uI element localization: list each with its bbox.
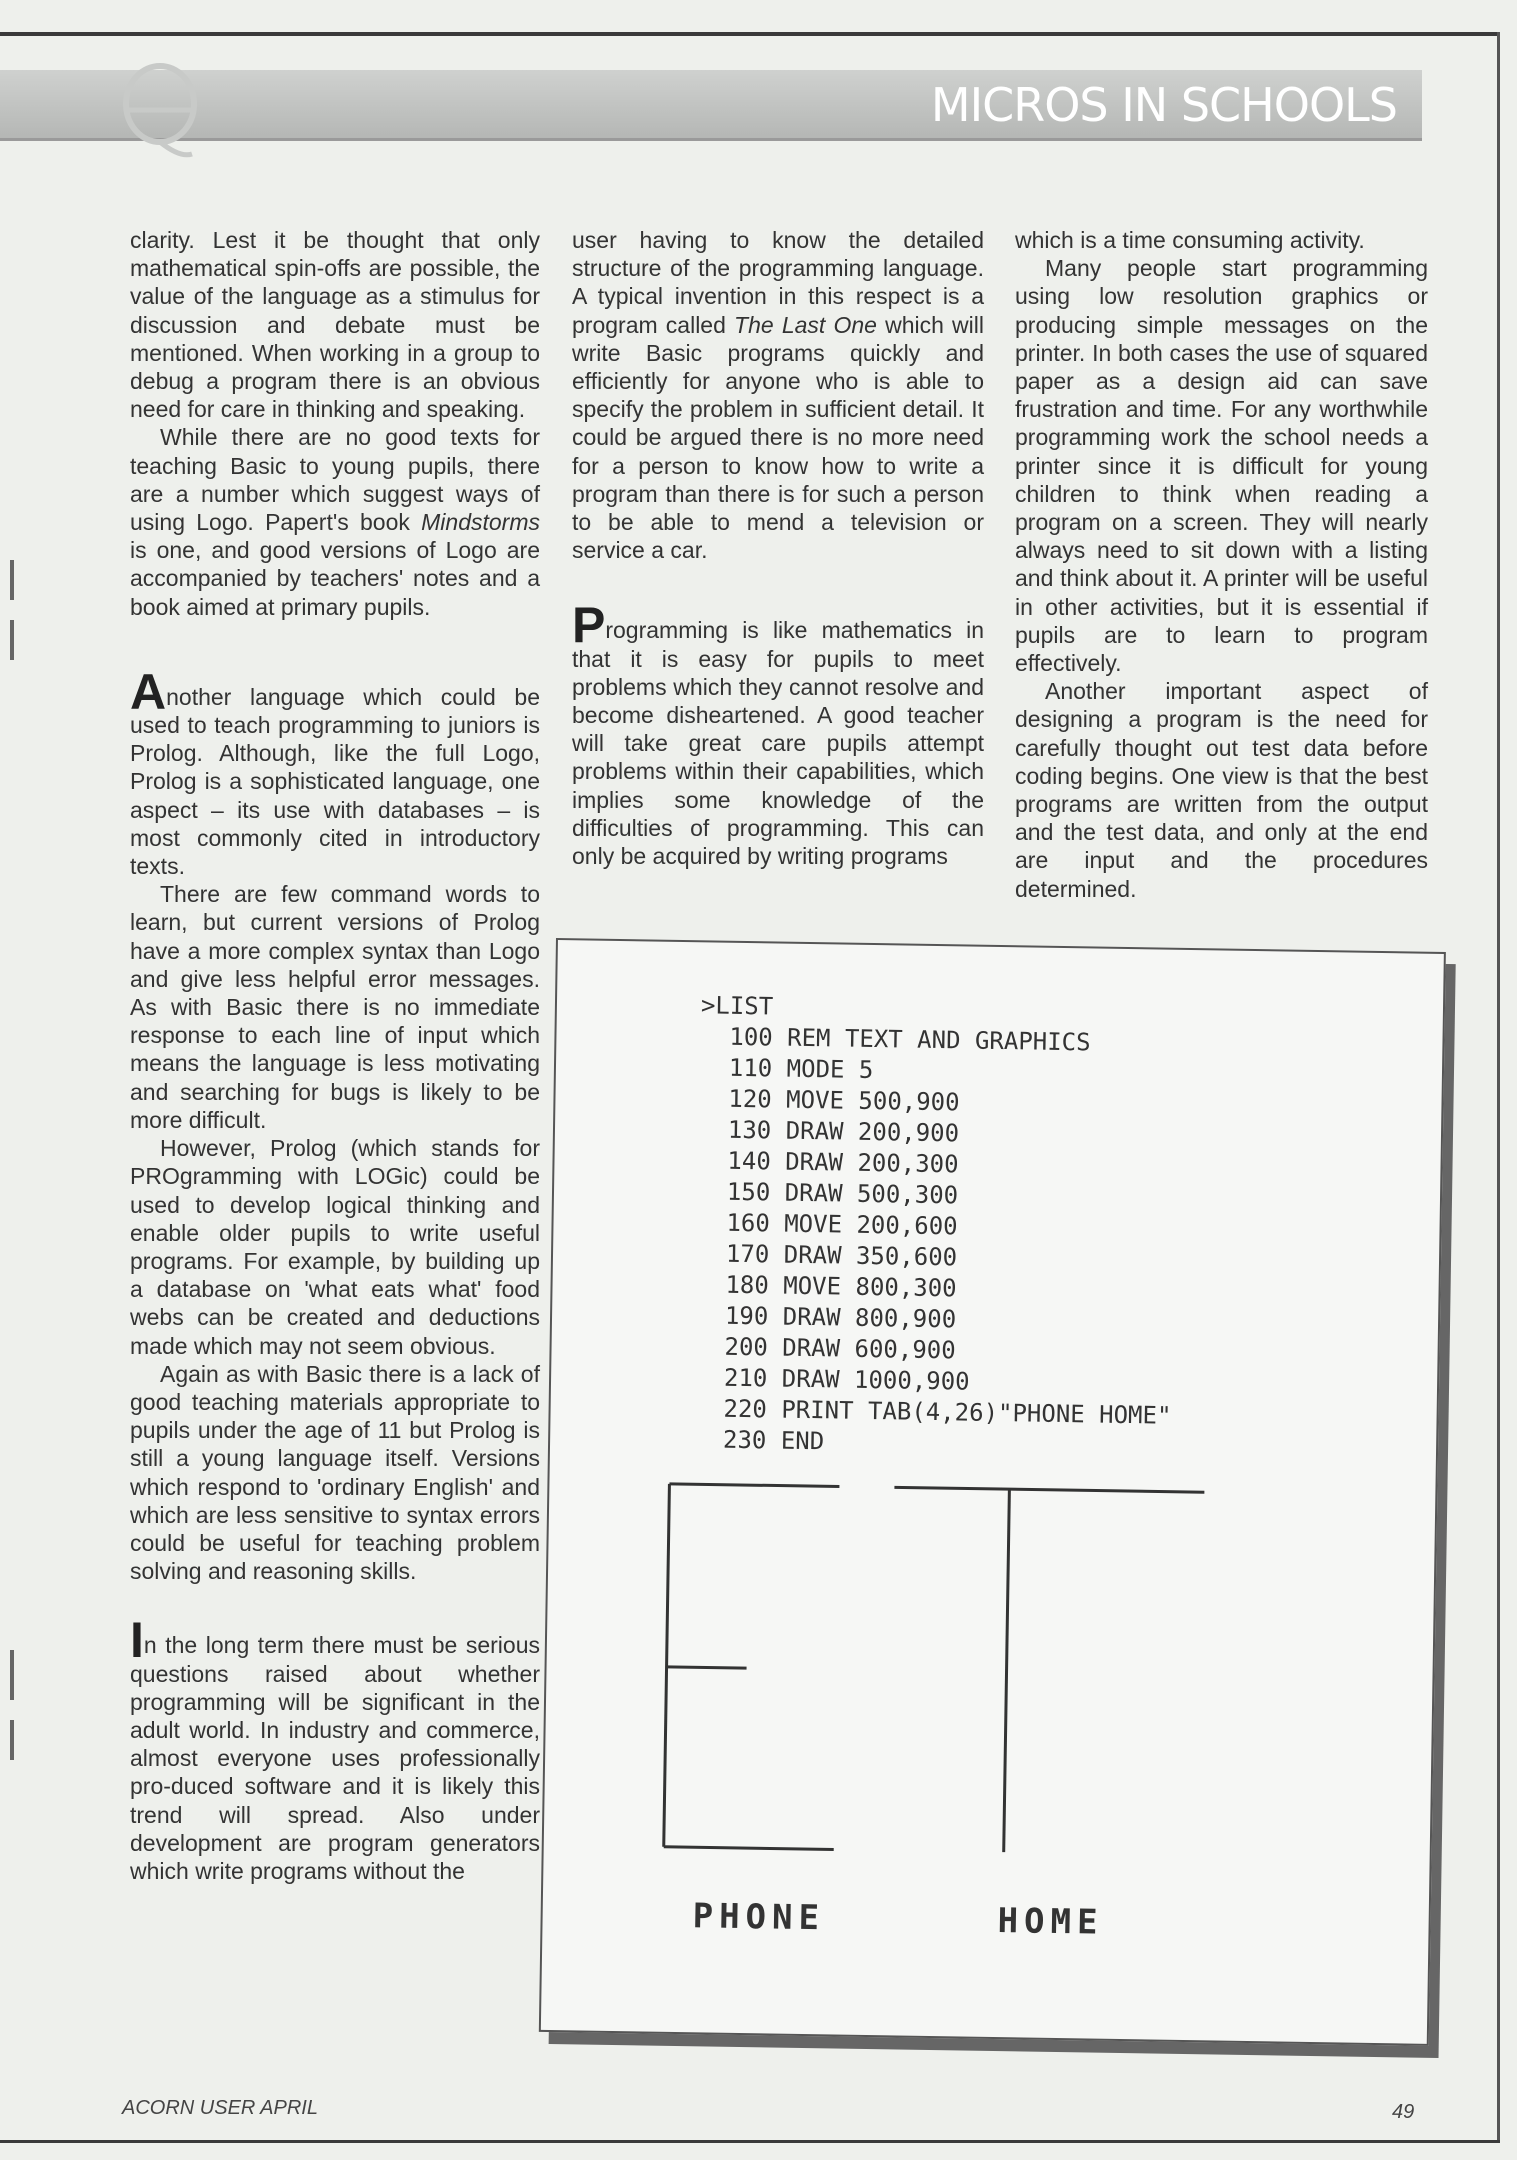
- binder-mark: [10, 620, 14, 660]
- paragraph: which is a time consuming activity.: [1015, 227, 1365, 253]
- bottom-rule: [0, 2140, 1500, 2143]
- text-column-2: [572, 226, 984, 870]
- code-line: 230 END: [693, 1425, 825, 1456]
- paragraph: There are few command words to learn, but current versions of Prolog have a more complex syntax than Logo and give less helpful error messages. As with Basic there is no immediate response to each line of input which means the language is less motivating and searching for bugs is likely to be more difficult.: [130, 881, 540, 1133]
- program-output-drawing: [541, 940, 1444, 2044]
- paragraph: Programming is like mathematics in that it is easy for pupils to meet problems which they cannot resolve and become disheartened. A good teacher will take great care pupils attempt problems within their capabilities, which implies some knowledge of the difficulties of programming. This can only be acquired by writing programs: [572, 597, 984, 870]
- drop-cap: A: [130, 663, 167, 720]
- footer-magazine: ACORN USER APRIL: [122, 2097, 318, 2119]
- section-title: MICROS IN SCHOOLS: [930, 78, 1397, 132]
- top-rule: [0, 32, 1500, 36]
- binder-mark: [10, 560, 14, 600]
- drop-cap: P: [572, 597, 606, 654]
- acorn-logo-icon: [120, 62, 200, 162]
- text-column-3: [1015, 226, 1428, 903]
- paragraph: In the long term there must be serious questions raised about whether programming will be significant in the adult world. In industry and commerce, almost everyone uses professionally pro-duced software and it is likely this trend will spread. Also under development are program generators which write programs without the: [130, 1612, 540, 1884]
- code-line: 120 MOVE 500,900: [699, 1084, 960, 1117]
- output-text-phone: PHONE: [692, 1896, 826, 1939]
- paragraph: Another important aspect of designing a program is the need for carefully thought out test data before coding begins. One view is that the best programs are written from the output and the test data, and only at the end are input and the procedures determined.: [1015, 678, 1428, 902]
- program-listing-printout: [539, 938, 1446, 2046]
- code-line: 100 REM TEXT AND GRAPHICS: [700, 1022, 1091, 1057]
- text-column-1: [130, 226, 540, 1885]
- paragraph: While there are no good texts for teaching Basic to young pupils, there are a number which suggest ways of using Logo. Papert's book Mindstorms is one, and good versions of Logo are accompanied by teachers' notes and a book aimed at primary pupils.: [130, 424, 540, 620]
- header-shadow: [0, 138, 1422, 141]
- code-line: 150 DRAW 500,300: [697, 1177, 959, 1210]
- code-line: 170 DRAW 350,600: [696, 1239, 958, 1272]
- page-number: 49: [1392, 2101, 1415, 2123]
- paragraph: However, Prolog (which stands for PROgramming with LOGic) could be used to develop logical thinking and enable older pupils to write useful programs. For example, by building up a database on 'what eats what' food webs can be created and deductions made which may not seem obvious.: [130, 1135, 540, 1359]
- output-text-home: HOME: [997, 1901, 1104, 1943]
- right-rule: [1497, 32, 1500, 2142]
- paragraph: clarity. Lest it be thought that only mathematical spin-offs are possible, the value of the language as a stimulus for discussion and debate must be mentioned. When working in a group to debug a program there is an obvious need for care in thinking and speaking.: [130, 227, 540, 423]
- drop-cap: I: [130, 1612, 144, 1669]
- code-line: 130 DRAW 200,900: [698, 1115, 960, 1148]
- binder-mark: [10, 1650, 14, 1700]
- binder-mark: [10, 1720, 14, 1760]
- paragraph: user having to know the detailed structure of the programming language. A typical invention in this respect is a program called The Last One which will write Basic programs quickly and efficiently for anyone who is able to specify the problem in sufficient detail. It could be argued there is no more need for a person to know how to write a program than there is for such a person to be able to mend a television or service a car.: [572, 227, 984, 564]
- list-prompt: >LIST: [700, 991, 774, 1021]
- code-line: 190 DRAW 800,900: [695, 1301, 957, 1334]
- code-line: 160 MOVE 200,600: [697, 1208, 958, 1241]
- code-line: 220 PRINT TAB(4,26)"PHONE HOME": [694, 1394, 1172, 1430]
- code-line: 140 DRAW 200,300: [698, 1146, 959, 1179]
- code-line: 110 MODE 5: [699, 1053, 874, 1084]
- code-line: 180 MOVE 800,300: [696, 1270, 957, 1303]
- code-line: 210 DRAW 1000,900: [694, 1363, 970, 1396]
- code-line: 200 DRAW 600,900: [695, 1332, 956, 1365]
- paragraph: Many people start programming using low resolution graphics or producing simple messages on the printer. In both cases the use of squared paper as a design aid can save frustration and time. For any worthwhile programming work the school needs a printer since it is difficult for young children to think when reading a program on a screen. They will nearly always need to sit down with a listing and think about it. A printer will be useful in other activities, but it is essential if pupils are to learn to program effectively.: [1015, 255, 1428, 677]
- paragraph: Again as with Basic there is a lack of good teaching materials appropriate to pupils under the age of 11 but Prolog is still a young language itself. Versions which respond to 'ordinary English' and which are less sensitive to syntax errors could be useful for teaching problem solving and reasoning skills.: [130, 1360, 540, 1585]
- paragraph: Another language which could be used to teach programming to juniors is Prolog. Although, like the full Logo, Prolog is a sophisticated language, one aspect – its use with databases – is most commonly cited in introductory texts.: [130, 663, 540, 880]
